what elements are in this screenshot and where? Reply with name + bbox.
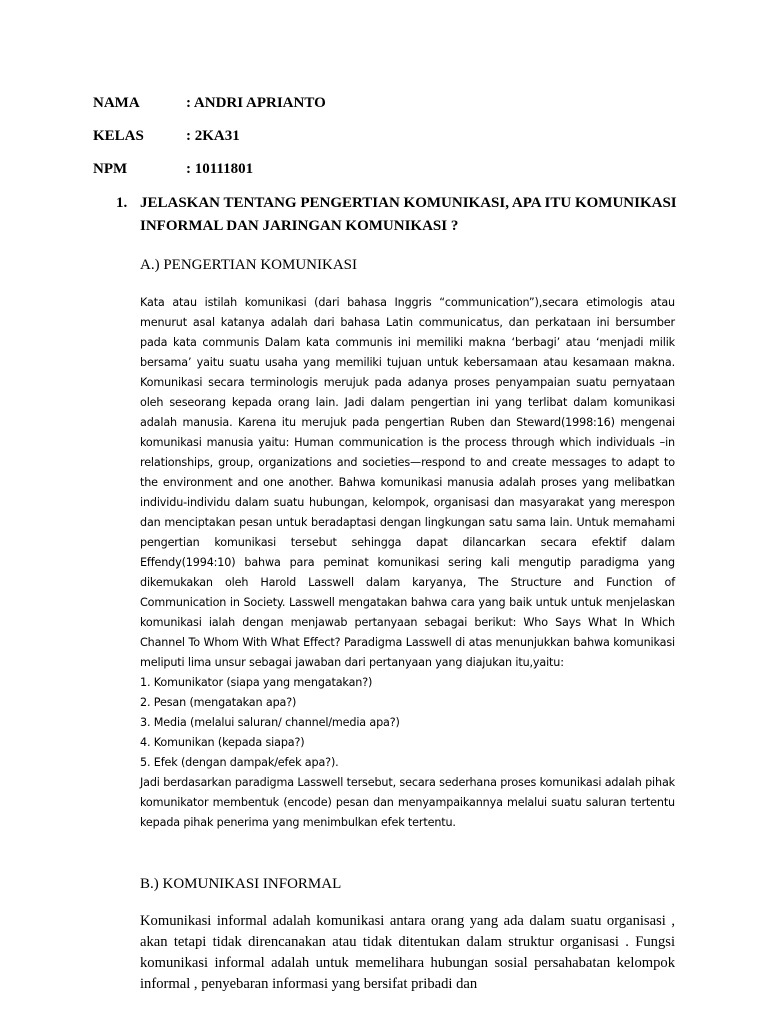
section-a-body bbox=[140, 293, 675, 833]
list-item: 2. Pesan (mengatakan apa?) bbox=[140, 696, 297, 709]
name-label: NAMA bbox=[93, 95, 140, 111]
list-item: 4. Komunikan (kepada siapa?) bbox=[140, 736, 305, 749]
list-item: 3. Media (melalui saluran/ channel/media apa?) bbox=[140, 716, 400, 729]
npm-label: NPM bbox=[93, 161, 128, 177]
question-text: JELASKAN TENTANG PENGERTIAN KOMUNIKASI, APA ITU KOMUNIKASI INFORMAL DAN JARINGAN KOMUNIKASI ? bbox=[140, 195, 677, 234]
section-a-closing: Jadi berdasarkan paradigma Lasswell tersebut, secara sederhana proses komunikasi adalah pihak komunikator membentuk (encode) pesan dan menyampaikannya melalui suatu saluran tertentu kepada pihak penerima yang menimbulkan efek tertentu. bbox=[140, 776, 675, 829]
class-label: KELAS bbox=[93, 128, 144, 144]
section-a-paragraph: Kata atau istilah komunikasi (dari bahasa Inggris “communication”),secara etimologis atau menurut asal katanya adalah dari bahasa Latin communicatus, dan perkataan ini bersumber pada kata communis Dalam kata communis ini memiliki makna ‘berbagi’ atau ‘menjadi milik bersama’ yaitu suatu usaha yang memiliki tujuan untuk kebersamaan atau kesamaan makna. Komunikasi secara terminologis merujuk pada adanya proses penyampaian suatu pernyataan oleh seseorang kepada orang lain. Jadi dalam pengertian ini yang terlibat dalam komunikasi adalah manusia. Karena itu merujuk pada pengertian Ruben dan Steward(1998:16) mengenai komunikasi manusia yaitu: Human communication is the process through which individuals –in relationships, group, organizations and societies—respond to and create messages to adapt to the environment and one another. Bahwa komunikasi manusia adalah proses yang melibatkan individu-individu dalam suatu hubungan, kelompok, organisasi dan masyarakat yang merespon dan menciptakan pesan untuk beradaptasi dengan lingkungan satu sama lain. Untuk memahami pengertian komunikasi tersebut sehingga dapat dilancarkan secara efektif dalam Effendy(1994:10) bahwa para peminat komunikasi sering kali mengutip paradigma yang dikemukakan oleh Harold Lasswell dalam karyanya, The Structure and Function of Communication in Society. Lasswell mengatakan bahwa cara yang baik untuk untuk menjelaskan komunikasi ialah dengan menjawab pertanyaan sebagai berikut: Who Says What In Which Channel To Whom With What Effect? Paradigma Lasswell di atas menunjukkan bahwa komunikasi meliputi lima unsur sebagai jawaban dari pertanyaan yang diajukan itu,yaitu: bbox=[140, 296, 675, 669]
section-b-paragraph: Komunikasi informal adalah komunikasi antara orang yang ada dalam suatu organisasi , akan tetapi tidak direncanakan atau tidak ditentukan dalam struktur organisasi . Fungsi komunikasi informal adalah untuk memelihara hubungan sosial persahabatan kelompok informal , penyebaran informasi yang bersifat pribadi dan bbox=[140, 913, 675, 992]
question-number: 1. bbox=[116, 195, 128, 211]
lasswell-elements-list bbox=[140, 673, 675, 773]
list-item: 5. Efek (dengan dampak/efek apa?). bbox=[140, 756, 339, 769]
section-b-body bbox=[140, 911, 675, 995]
section-a-heading: A.) PENGERTIAN KOMUNIKASI bbox=[140, 257, 358, 273]
section-b-heading: B.) KOMUNIKASI INFORMAL bbox=[140, 876, 342, 892]
npm-value: : 10111801 bbox=[186, 161, 254, 177]
name-value: : ANDRI APRIANTO bbox=[186, 95, 326, 111]
list-item: 1. Komunikator (siapa yang mengatakan?) bbox=[140, 676, 373, 689]
class-value: : 2KA31 bbox=[186, 128, 240, 144]
